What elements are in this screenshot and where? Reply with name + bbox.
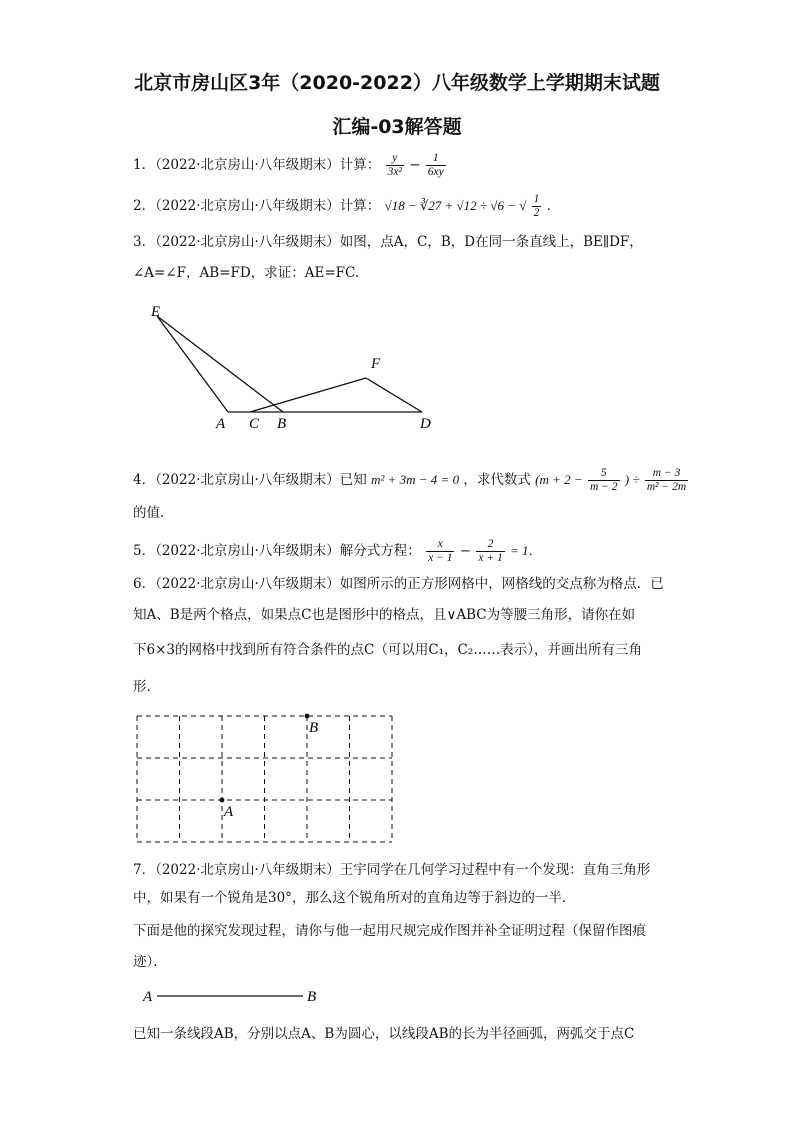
segment-FD: [366, 378, 422, 412]
q4-f2-den: m² − 2m: [646, 481, 687, 493]
question-7-line-4: 迹）．: [133, 954, 167, 970]
label-A: A: [216, 416, 226, 432]
q4-fraction-1: [588, 467, 620, 494]
q1-prefix: 1．（2022·北京房山·八年级期末）计算：: [133, 157, 381, 173]
point-B: [305, 714, 310, 719]
q5-prefix: 5．（2022·北京房山·八年级期末）解分式方程：: [133, 543, 421, 559]
q1-operator: −: [409, 157, 421, 173]
grid-lines: [137, 716, 392, 842]
q1-den2: 6xy: [427, 166, 444, 178]
point-A: [220, 798, 225, 803]
question-1: [133, 152, 447, 179]
q6-grid-figure: [130, 710, 400, 850]
label-D: D: [420, 416, 431, 432]
q2-den: 2: [533, 207, 540, 219]
question-6-line-4: 形．: [133, 679, 160, 695]
question-3-line-2: ∠A=∠F，AB=FD，求证：AE=FC.: [133, 265, 360, 281]
segment-CF: [250, 378, 366, 412]
q5-operator: −: [459, 543, 472, 559]
question-7-line-1: 7．（2022·北京房山·八年级期末）王宇同学在几何学习过程中有一个发现：直角三角形: [133, 862, 651, 878]
segment-EB: [157, 316, 283, 412]
q4-f1-num: 5: [588, 467, 620, 481]
q2-fraction: [532, 193, 542, 220]
q2-expression: √18 − ∛27 + √12 ÷ √6 − √: [384, 198, 527, 213]
question-7-line-5: 已知一条线段AB，分别以点A、B为圆心，以线段AB的长为半径画弧，两弧交于点C: [133, 1026, 635, 1042]
segment-EA: [157, 316, 228, 412]
q2-prefix: 2．（2022·北京房山·八年级期末）计算：: [133, 198, 381, 214]
grid-label-B: B: [309, 720, 319, 736]
q5-n2: 2: [476, 538, 504, 552]
q5-n1: x: [426, 538, 454, 552]
q5-rhs: = 1．: [510, 543, 542, 558]
q4-prefix: 4．（2022·北京房山·八年级期末）已知: [133, 472, 367, 488]
q1-den1: 3x²: [387, 166, 402, 178]
label-B: B: [277, 416, 287, 432]
q1-fraction-2: [426, 152, 446, 179]
label-F: F: [371, 356, 381, 372]
question-4: [133, 467, 689, 494]
question-4-line-2: 的值.: [133, 505, 165, 521]
seg-label-A: A: [143, 989, 153, 1005]
q1-num1: y: [386, 152, 404, 166]
question-3-line-1: 3．（2022·北京房山·八年级期末）如图，点A，C，B，D在同一条直线上，BE∥DF，: [133, 234, 643, 250]
page-subtitle: 汇编-03解答题: [332, 116, 462, 138]
q4-condition: m² + 3m − 4 = 0: [371, 472, 460, 487]
label-E: E: [151, 304, 161, 320]
q4-mid: ，求代数式: [463, 472, 531, 488]
q2-end: ．: [546, 198, 561, 214]
q3-figure: [130, 298, 450, 438]
question-7-line-3: 下面是他的探究发现过程，请你与他一起用尺规完成作图并补全证明过程（保留作图痕: [133, 923, 646, 939]
question-6-line-2: 知A、B是两个格点，如果点C也是图形中的格点，且∨ABC为等腰三角形，请你在如: [133, 607, 636, 623]
q1-fraction-1: [386, 152, 404, 179]
q5-fraction-1: [426, 538, 454, 565]
q4-expr-b: ) ÷: [624, 472, 640, 487]
q4-expr-a: (m + 2 −: [535, 472, 583, 487]
question-6-line-1: 6．（2022·北京房山·八年级期末）如图所示的正方形网格中，网格线的交点称为格点．已: [133, 576, 664, 592]
seg-label-B: B: [307, 989, 317, 1005]
question-6-line-3: 下6×3的网格中找到所有符合条件的点C（可以用C₁，C₂……表示），并画出所有三角: [133, 642, 643, 658]
page-title: 北京市房山区3年（2020-2022）八年级数学上学期期末试题: [134, 72, 660, 94]
question-2: [133, 193, 560, 220]
question-7-line-2: 中，如果有一个锐角是30°，那么这个锐角所对的直角边等于斜边的一半．: [133, 890, 576, 906]
q5-d2: x + 1: [478, 552, 503, 564]
grid-label-A: A: [224, 804, 234, 820]
q5-fraction-2: [476, 538, 504, 565]
label-C: C: [249, 416, 260, 432]
q1-num2: 1: [426, 152, 446, 166]
q4-f1-den: m − 2: [589, 481, 618, 493]
q4-fraction-2: [645, 467, 688, 494]
q5-d1: x − 1: [428, 552, 453, 564]
q2-num: 1: [533, 193, 540, 205]
q7-segment-figure: [140, 986, 330, 1008]
question-5: [133, 538, 542, 565]
q4-f2-num: m − 3: [645, 467, 688, 481]
